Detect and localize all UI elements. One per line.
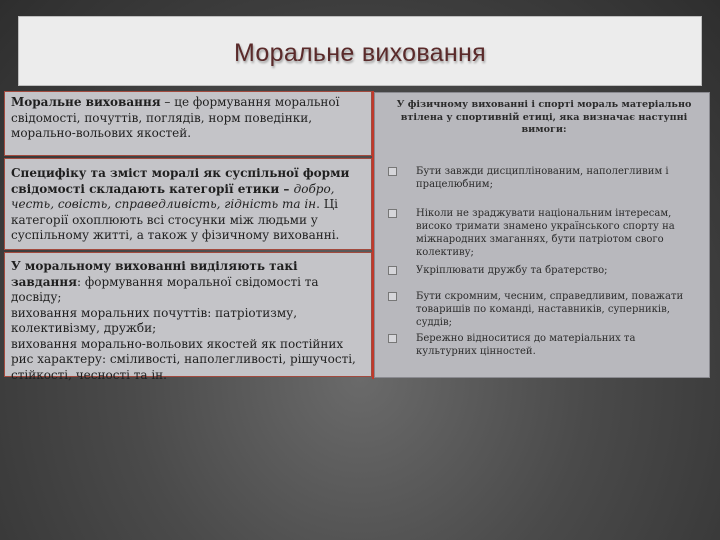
requirement-text: Ніколи не зраджувати національним інтересам, високо тримати знамено українського спорту на міжнародних змаганнях, бути патріотом свого колективу; [416, 208, 675, 258]
task-line-1: : формування моральної свідомості та досвіду; [11, 274, 319, 304]
ethics-categories-list: добро, честь, совість, справедливість, гідність та ін [11, 181, 335, 211]
ethics-categories-box [4, 158, 372, 250]
left-panel [4, 91, 374, 382]
title-box [18, 16, 702, 86]
requirement-text: Бути завжди дисциплінованим, наполегливим і працелюбним; [416, 166, 669, 190]
tasks-heading: У моральному вихованні виділяють такі завдання [11, 259, 298, 289]
slide-title: Моральне виховання [234, 39, 486, 67]
bullet-square-icon [388, 167, 397, 176]
requirement-text: Бережно відноситися до матеріальних та культурних цінностей. [416, 333, 636, 357]
ethics-rest-text: . Ці категорії охоплюють всі стосунки між людьми у суспільному житті, а також у фізичному вихованні. [11, 197, 340, 242]
task-line-2: виховання моральних почуттів: патріотизму, колективізму, дружби; [11, 305, 298, 335]
bullet-square-icon [388, 209, 397, 218]
task-line-3: виховання морально-вольових якостей як постійних рис характеру: сміливості, наполегливості, рішучості, стійкості, чесності та ін. [11, 336, 356, 382]
ethics-bold-text: Специфіку та зміст моралі як суспільної форми свідомості складають категорії етики – [11, 166, 350, 196]
bullet-square-icon [388, 292, 397, 301]
definition-text: – це формування моральної свідомості, почуттів, поглядів, норм поведінки, морально-вольових якостей. [11, 95, 340, 140]
bullet-square-icon [388, 334, 397, 343]
sport-ethics-heading: У фізичному вихованні і спорті мораль матеріально втілена у спортивній етиці, яка визначає наступні вимоги: [396, 99, 692, 135]
tasks-box [4, 252, 372, 382]
right-panel [374, 92, 710, 378]
definition-term: Моральне виховання [11, 95, 161, 109]
bullet-square-icon [388, 266, 397, 275]
requirement-text: Бути скромним, чесним, справедливим, поважати товаришів по команді, наставників, суперників, суддів; [416, 291, 684, 328]
requirement-text: Укріплювати дружбу та братерство; [416, 265, 608, 276]
definition-box [4, 91, 372, 156]
